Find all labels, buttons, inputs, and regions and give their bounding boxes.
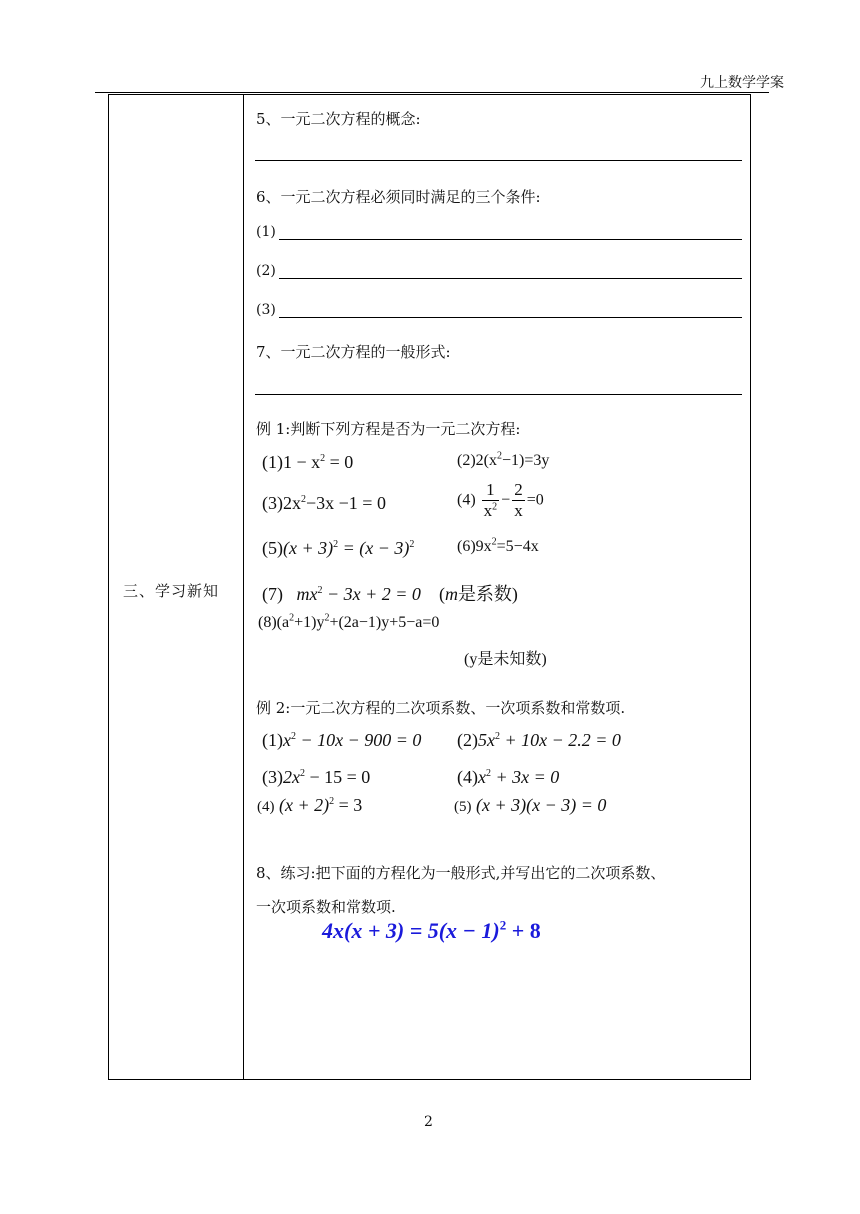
condition-label-3: (3) <box>256 302 276 318</box>
ex2-equation-3: $(3)2x^2 - 15 = 0$ <box>262 767 371 787</box>
ex2-equation-2: $(2)5x^2 + 10x - 2.2 = 0$ <box>457 730 621 750</box>
question-8-line-2: 一次项系数和常数项. <box>256 898 396 916</box>
ex1-equation-6: $(6)9x^2=5-4x$ <box>457 536 539 555</box>
ex2-equation-1: $(1)x^2 - 10x - 900 = 0$ <box>262 730 422 750</box>
question-7: 7、一元二次方程的一般形式: <box>256 343 451 361</box>
fraction-2-over-x: $\frac{2}{x}$ <box>514 480 523 520</box>
header-title: 九上数学学案 <box>700 75 784 91</box>
header-rule <box>95 92 769 93</box>
ex1-equation-7: (7) $mx^2 - 3x + 2 = 0$ (m是系数) <box>262 584 518 604</box>
ex1-equation-1: $(1)1 - x^2 = 0$ <box>262 452 354 472</box>
table-column-divider <box>243 94 244 1080</box>
question-8-line-1: 8、练习:把下面的方程化为一般形式,并写出它的二次项系数、 <box>256 864 666 882</box>
ex2-equation-6: (5) (x + 3)(x − 3) = 0 <box>454 795 607 815</box>
example-2-title: 例 2:一元二次方程的二次项系数、一次项系数和常数项. <box>256 699 626 717</box>
ex2-equation-4: $(4)x^2 + 3x = 0$ <box>457 767 560 787</box>
example-1-title: 例 1:判断下列方程是否为一元二次方程: <box>256 420 521 438</box>
ex1-equation-3: $(3)2x^2-3x -1 = 0$ <box>262 493 386 513</box>
ex1-equation-4: (4) $\frac{1}{x^2}$ − $\frac{2}{x}$ =0 <box>457 480 544 520</box>
ex1-equation-5: $(5)(x + 3)^2 = (x - 3)^2$ <box>262 538 415 558</box>
ex1-equation-8-note: (y是未知数) <box>464 651 547 668</box>
section-label: 三、学习新知 <box>123 582 220 600</box>
answer-line-5 <box>255 160 742 161</box>
ex1-equation-8: $(8)(a^2+1)y^2+(2a-1)y+5-a=0$ <box>258 612 440 631</box>
answer-line-6-1 <box>279 239 742 240</box>
page-number: 2 <box>424 1114 433 1130</box>
condition-label-1: (1) <box>256 224 276 240</box>
answer-line-7 <box>255 394 742 395</box>
answer-line-6-2 <box>279 278 742 279</box>
fraction-1-over-x2: $\frac{1}{x^2}$ <box>483 480 498 520</box>
answer-line-6-3 <box>279 317 742 318</box>
question-6: 6、一元二次方程必须同时满足的三个条件: <box>256 188 541 206</box>
ex1-equation-2: $(2)2(x^2-1)=3y$ <box>457 450 550 469</box>
ex2-equation-5: (4) $(x + 2)^2 = 3$ <box>257 795 363 815</box>
question-5: 5、一元二次方程的概念: <box>256 110 421 128</box>
condition-label-2: (2) <box>256 263 276 279</box>
practice-equation: $4x(x + 3) = 5(x - 1)^2 + 8$ <box>322 917 541 943</box>
